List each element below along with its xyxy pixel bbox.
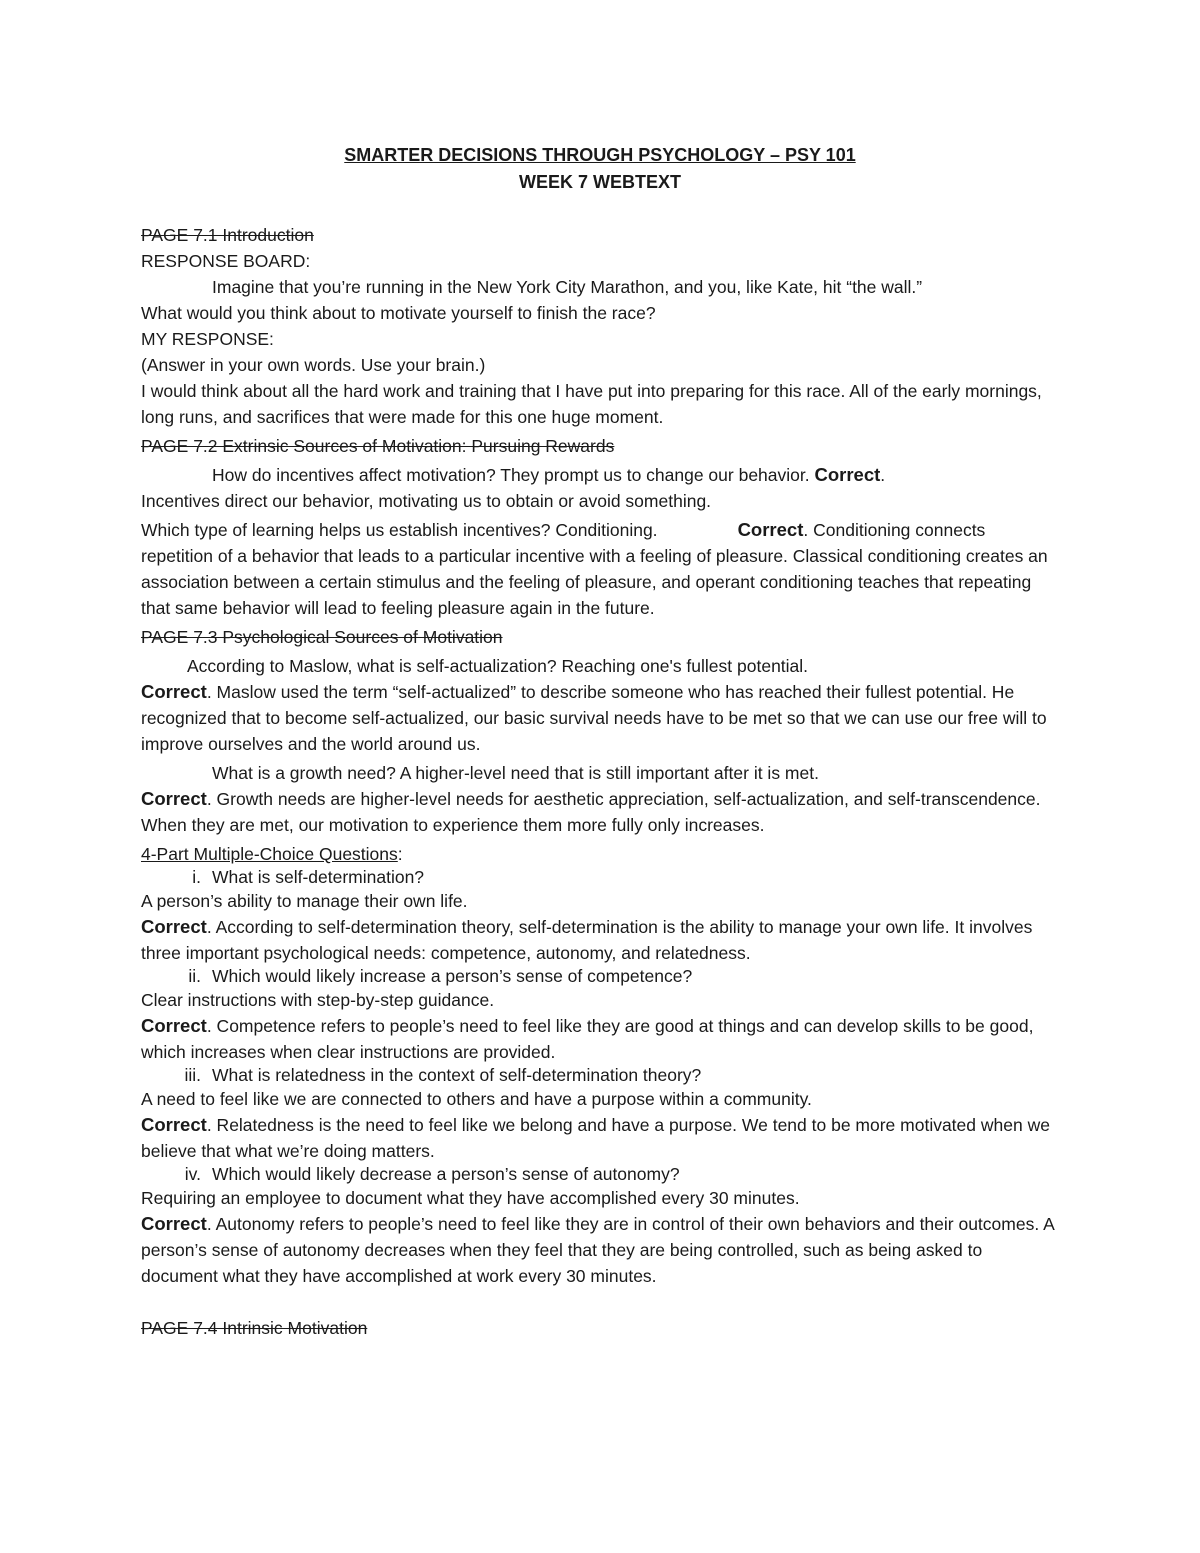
answer-self-actualization: Correct. Maslow used the term “self-actualized” to describe someone who has reached their fullest potential. He recognized that to become self-actualized, our basic survival needs have to be met so that we can use our free will to improve ourselves and the world around us. [141, 681, 1047, 754]
my-response-label: MY RESPONSE: [141, 329, 274, 349]
mcq-heading: 4-Part Multiple-Choice Questions: [141, 844, 403, 864]
response-board-label: RESPONSE BOARD: [141, 251, 311, 271]
correct-label: Correct [141, 1114, 207, 1135]
section-heading-7-2: PAGE 7.2 Extrinsic Sources of Motivation: Pursuing Rewards [141, 436, 615, 456]
answer-growth-need: Correct. Growth needs are higher-level needs for aesthetic appreciation, self-actualization, and self-transcendence. When they are met, our motivation to experience them more fully only increases. [141, 788, 1041, 835]
correct-label: Correct [814, 464, 881, 485]
mcq-question-1: i. What is self-determination? [192, 867, 425, 887]
correct-label: Correct [141, 681, 207, 702]
mcq-explain-1: Correct. According to self-determination theory, self-determination is the ability to manage your own life. It involves three important psychological needs: competence, autonomy, and relatedness. [141, 916, 1033, 963]
document-subtitle: WEEK 7 WEBTEXT [518, 172, 681, 192]
section-heading-7-3: PAGE 7.3 Psychological Sources of Motivation [141, 627, 503, 647]
mcq-explain-2: Correct. Competence refers to people’s need to feel like they are good at things and can develop skills to be good, which increases when clear instructions are provided. [141, 1015, 1034, 1062]
correct-label: Correct [737, 519, 804, 540]
response-answer: I would think about all the hard work and training that I have put into preparing for this race. All of the early mornings, long runs, and sacrifices that were made for this one huge moment. [141, 381, 1042, 427]
response-prompt-question: What would you think about to motivate yourself to finish the race? [141, 303, 656, 323]
mcq-answer-4: Requiring an employee to document what they have accomplished every 30 minutes. [141, 1188, 800, 1208]
correct-label: Correct [141, 1015, 207, 1036]
correct-label: Correct [141, 1213, 207, 1234]
mcq-answer-3: A need to feel like we are connected to others and have a purpose within a community. [141, 1089, 812, 1109]
correct-label: Correct [141, 916, 207, 937]
question-self-actualization: According to Maslow, what is self-actualization? Reaching one's fullest potential. [187, 656, 809, 676]
question-conditioning: Which type of learning helps us establish incentives? Conditioning. Correct. Conditioning connects repetition of a behavior that leads to a particular incentive with a feeling of pleasure. Classical conditioning creates an association between a certain stimulus and the feeling of pleasure, and operant conditioning teaches that repeating that same behavior will lead to feeling pleasure again in the future. [141, 519, 1048, 618]
mcq-question-3: iii. What is relatedness in the context of self-determination theory? [184, 1065, 702, 1085]
mcq-answer-2: Clear instructions with step-by-step guidance. [141, 990, 495, 1010]
section-heading-7-4: PAGE 7.4 Intrinsic Motivation [141, 1318, 368, 1338]
mcq-answer-1: A person’s ability to manage their own life. [141, 891, 468, 911]
document-body [141, 222, 1061, 1341]
question-incentives: How do incentives affect motivation? They prompt us to change our behavior. Correct. Incentives direct our behavior, motivating us to obtain or avoid something. [141, 464, 886, 511]
mcq-explain-4: Correct. Autonomy refers to people’s need to feel like they are in control of their own behaviors and their outcomes. A person’s sense of autonomy decreases when they feel that they are being controlled, such as being asked to document what they have accomplished at work every 30 minutes. [141, 1213, 1054, 1286]
document-title: SMARTER DECISIONS THROUGH PSYCHOLOGY – PSY 101 [344, 145, 856, 165]
mcq-explain-3: Correct. Relatedness is the need to feel like we belong and have a purpose. We tend to be more motivated when we believe that what we’re doing matters. [141, 1114, 1050, 1161]
section-heading-7-1: PAGE 7.1 Introduction [141, 225, 314, 245]
response-prompt: Imagine that you’re running in the New York City Marathon, and you, like Kate, hit “the wall.” [212, 277, 923, 297]
correct-label: Correct [141, 788, 207, 809]
response-instruction: (Answer in your own words. Use your brain.) [141, 355, 486, 375]
mcq-question-4: iv. Which would likely decrease a person’s sense of autonomy? [184, 1164, 680, 1184]
question-growth-need: What is a growth need? A higher-level need that is still important after it is met. [212, 763, 819, 783]
mcq-question-2: ii. Which would likely increase a person’s sense of competence? [188, 966, 693, 986]
